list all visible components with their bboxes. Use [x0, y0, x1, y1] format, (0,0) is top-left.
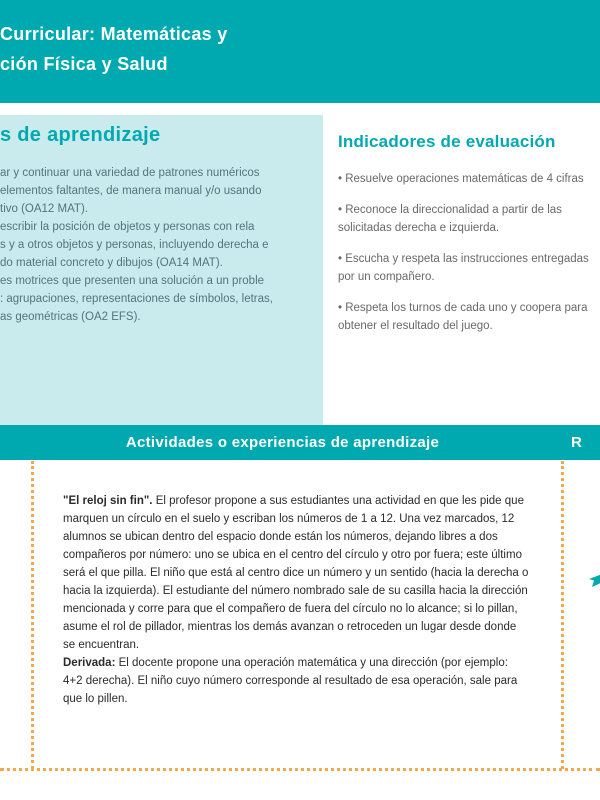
activity-body — [63, 510, 559, 654]
resources-section-title-fragment: R — [571, 434, 582, 451]
indicators-title: Indicadores de evaluación — [338, 132, 556, 151]
text-line: as geométricas (OA2 EFS). — [0, 311, 141, 323]
text-line: elementos faltantes, de manera manual y/o usando — [0, 185, 262, 197]
dashed-border-bottom — [0, 768, 600, 771]
text-line: compañeros por número: uno se ubica en el centro del círculo y otro por fuera; este último — [63, 549, 522, 561]
activities-section-title: Actividades o experiencias de aprendizaje — [125, 434, 440, 451]
text-line: • Resuelve operaciones matemáticas de 4 cifras — [338, 173, 584, 185]
indicator-item — [338, 170, 589, 188]
text-line: do material concreto y dibujos (OA14 MAT). — [0, 257, 223, 269]
page-header — [0, 0, 600, 103]
indicators-panel — [338, 115, 600, 425]
derivada-intro-text: El docente propone una operación matemática y una dirección (por ejemplo: — [115, 657, 508, 669]
text-line: marquen un círculo en el suelo y escriban los números de 1 a 12. Una vez marcados, 12 — [63, 513, 515, 525]
derivada-body — [63, 672, 559, 708]
text-line: : agrupaciones, representaciones de símbolos, letras, — [0, 293, 273, 305]
text-line: solicitadas derecha e izquierda. — [338, 222, 500, 234]
dashed-border-left — [31, 461, 34, 769]
text-line: escribir la posición de objetos y personas con rela — [0, 221, 255, 233]
objectives-title: s de aprendizaje — [0, 124, 161, 146]
indicator-item — [338, 201, 589, 237]
indicator-item — [338, 299, 589, 335]
activities-section-band — [0, 425, 600, 460]
text-line: • Escucha y respeta las instrucciones entregadas — [338, 253, 589, 265]
derivada-intro-line — [63, 654, 559, 672]
header-title-line1: Curricular: Matemáticas y — [0, 24, 228, 44]
text-line: alumnos se ubican dentro del espacio donde están los números, dejando libres a dos — [63, 531, 498, 543]
indicators-list — [338, 170, 589, 348]
text-line: 4+2 derecha). El niño cuyo número corresponde al resultado de esa operación, sale para — [63, 675, 518, 687]
text-line: • Reconoce la direccionalidad a partir de las — [338, 204, 562, 216]
text-line: que lo pillen. — [63, 693, 128, 705]
text-line: • Respeta los turnos de cada uno y coopera para — [338, 302, 588, 314]
indicator-item — [338, 250, 589, 286]
cut-off-arrow-icon — [585, 572, 600, 588]
text-line: mencionada y corre para que el compañero de fuera del círculo no lo alcance; si lo pillan, — [63, 603, 518, 615]
text-line: es motrices que presenten una solución a un proble — [0, 275, 265, 287]
text-line: obtener el resultado del juego. — [338, 320, 493, 332]
text-line: por un compañero. — [338, 271, 435, 283]
text-line: asume el rol de pillador, mientras los demás avanzan o retroceden un lugar desde donde — [63, 621, 517, 633]
header-title-line2: ción Física y Salud — [0, 54, 168, 74]
activity-intro-text: El profesor propone a sus estudiantes una actividad en que les pide que — [152, 495, 524, 507]
activity-intro-line — [63, 492, 559, 510]
objectives-text — [0, 164, 273, 326]
dashed-border-right — [561, 461, 564, 769]
text-line: hacia la izquierda). El estudiante del número nombrado sale de su casilla hacia la dirección — [63, 585, 528, 597]
text-line: tivo (OA12 MAT). — [0, 203, 88, 215]
text-line: será el que pilla. El niño que está al centro dice un número y un sentido (hacia la derecha o — [63, 567, 529, 579]
text-line: s y a otros objetos y personas, incluyendo derecha e — [0, 239, 269, 251]
activity-description — [63, 492, 559, 708]
text-line: se encuentran. — [63, 639, 140, 651]
objectives-panel — [0, 115, 323, 425]
text-line: ar y continuar una variedad de patrones numéricos — [0, 167, 260, 179]
activity-title: "El reloj sin fin". — [63, 495, 153, 507]
derivada-label: Derivada: — [63, 657, 116, 669]
